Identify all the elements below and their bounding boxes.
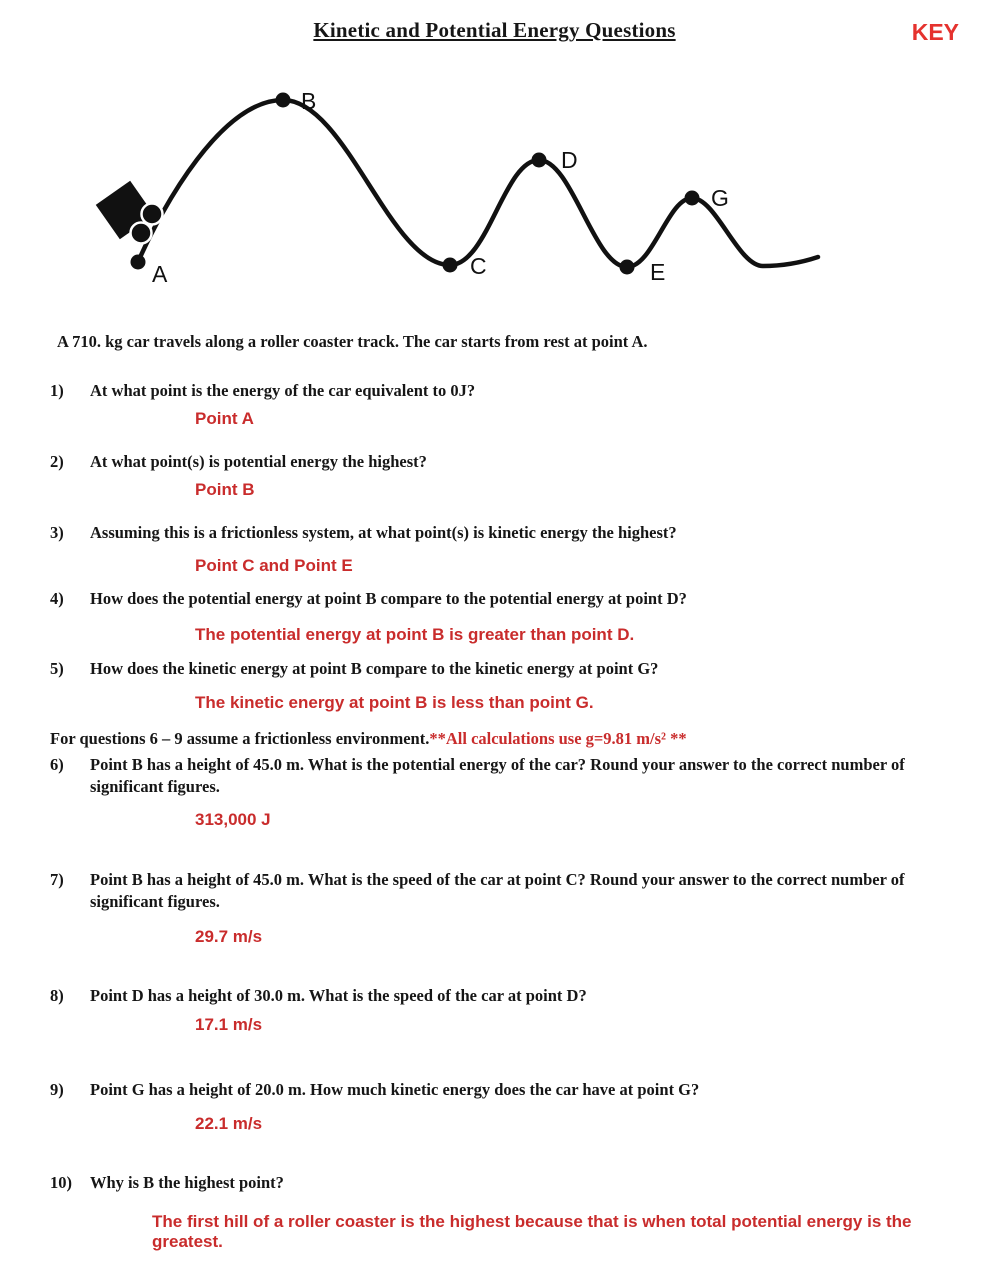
track-path xyxy=(138,100,818,267)
note-red-text: **All calculations use g=9.81 m/s² ** xyxy=(429,729,687,748)
answer-6: 313,000 J xyxy=(195,810,271,829)
track-label-g: G xyxy=(711,185,729,211)
answer-10: The first hill of a roller coaster is the highest because that is when total potential energy is the greatest. xyxy=(152,1212,912,1251)
question-1 xyxy=(50,380,945,402)
question-number: 1) xyxy=(50,381,64,400)
question-text: At what point is the energy of the car equivalent to 0J? xyxy=(90,381,476,400)
question-2 xyxy=(50,451,945,473)
question-text: Assuming this is a frictionless system, at what point(s) is kinetic energy the highest? xyxy=(90,523,677,542)
intro-text: A 710. kg car travels along a roller coaster track. The car starts from rest at point A. xyxy=(57,332,648,351)
question-number: 9) xyxy=(50,1080,64,1099)
cart-icon xyxy=(96,181,163,244)
answer-key-badge: KEY xyxy=(911,19,959,45)
question-8 xyxy=(50,985,945,1007)
question-number: 3) xyxy=(50,523,64,542)
answer-1: Point A xyxy=(195,409,254,428)
note-black-text: For questions 6 – 9 assume a frictionless environment. xyxy=(50,729,430,748)
question-text: How does the potential energy at point B compare to the potential energy at point D? xyxy=(90,589,687,608)
question-number: 7) xyxy=(50,870,64,889)
question-text: Point B has a height of 45.0 m. What is the speed of the car at point C? Round your answer to the correct number of significant figures. xyxy=(90,870,905,911)
question-7 xyxy=(50,869,945,913)
track-label-e: E xyxy=(650,259,666,285)
question-10 xyxy=(50,1172,945,1194)
note-line xyxy=(50,729,970,749)
answer-5: The kinetic energy at point B is less than point G. xyxy=(195,693,594,712)
question-9 xyxy=(50,1079,945,1101)
track-point-g xyxy=(685,191,700,206)
question-number: 6) xyxy=(50,755,64,774)
track-point-a xyxy=(131,255,146,270)
answer-2: Point B xyxy=(195,480,255,499)
question-text: At what point(s) is potential energy the highest? xyxy=(90,452,427,471)
page-header xyxy=(0,18,989,43)
question-text: How does the kinetic energy at point B compare to the kinetic energy at point G? xyxy=(90,659,659,678)
question-text: Point D has a height of 30.0 m. What is the speed of the car at point D? xyxy=(90,986,587,1005)
track-point-e xyxy=(620,260,635,275)
answer-7: 29.7 m/s xyxy=(195,927,263,946)
track-label-b: B xyxy=(301,88,317,114)
question-number: 2) xyxy=(50,452,64,471)
question-number: 4) xyxy=(50,589,64,608)
track-point-c xyxy=(443,258,458,273)
track-point-d xyxy=(532,153,547,168)
track-label-c: C xyxy=(470,253,487,279)
question-number: 10) xyxy=(50,1173,72,1192)
question-text: Point G has a height of 20.0 m. How much kinetic energy does the car have at point G? xyxy=(90,1080,700,1099)
question-5 xyxy=(50,658,945,680)
answer-8: 17.1 m/s xyxy=(195,1015,263,1034)
question-6 xyxy=(50,754,945,798)
question-4 xyxy=(50,588,945,610)
question-3 xyxy=(50,522,945,544)
track-label-d: D xyxy=(561,147,578,173)
answer-3: Point C and Point E xyxy=(195,556,353,575)
question-number: 8) xyxy=(50,986,64,1005)
track-label-a: A xyxy=(152,261,168,287)
roller-coaster-diagram xyxy=(0,72,989,307)
question-number: 5) xyxy=(50,659,64,678)
answer-4: The potential energy at point B is greater than point D. xyxy=(195,625,635,644)
answer-9: 22.1 m/s xyxy=(195,1114,263,1133)
question-text: Point B has a height of 45.0 m. What is the potential energy of the car? Round your answer to the correct number of significant figures. xyxy=(90,755,905,796)
page-title: Kinetic and Potential Energy Questions xyxy=(313,18,676,42)
question-text: Why is B the highest point? xyxy=(90,1173,284,1192)
track-point-b xyxy=(276,93,291,108)
